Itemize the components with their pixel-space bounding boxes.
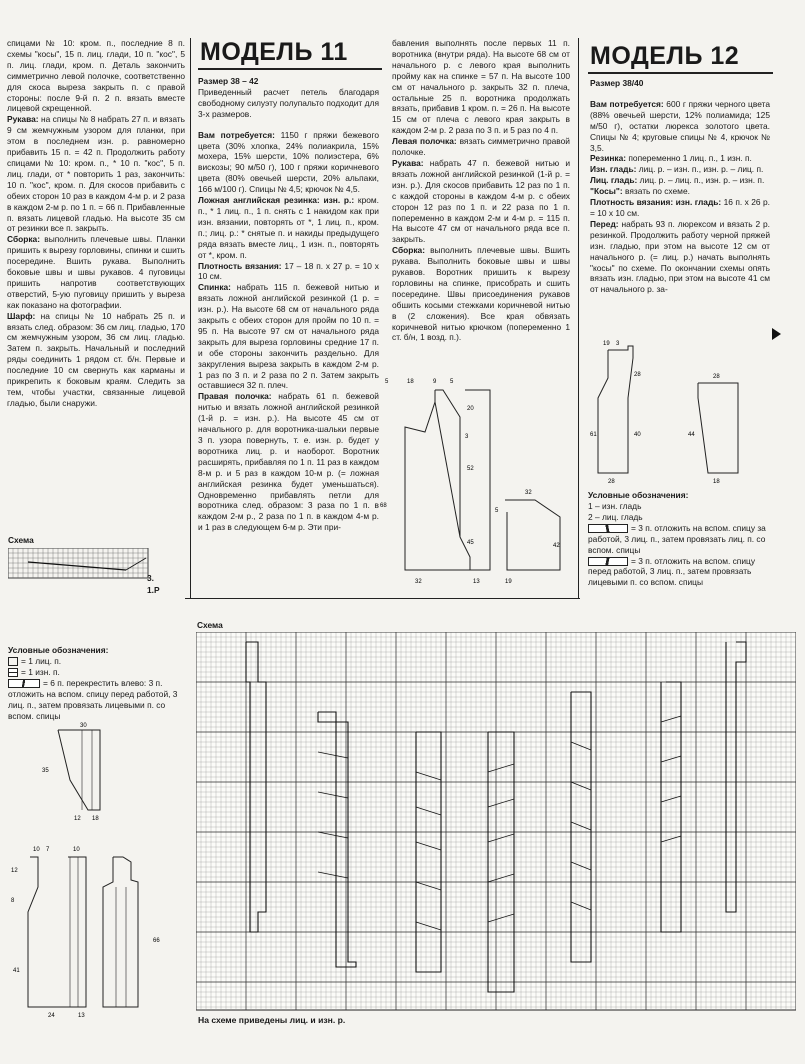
legend-right	[588, 501, 778, 588]
model11-title-rule	[198, 68, 382, 70]
text-m11-sleeves: набрать 47 п. бежевой нитью и вязать ложной английской резинкой (1-й р. = изн. р.). Для скосов прибавить 12 раз по 1 п. с каждой стороны в каждом 4-м р. с обеих сторон 12 раз по 1 п. и 22 раза по 1 п. попеременно в каждом 2-м и 4-м р. = 115 п. На высоте 47 см от начального ряда все п. закрыть.	[392, 157, 570, 245]
text-density: 17 – 18 п. х 27 р. = 10 х 10 см.	[198, 260, 379, 282]
text-materials: 1150 г пряжи бежевого цвета (30% хлопка, 24% полиакрила, 15% мохера, 15% шерсти, 10% полиэстера, 6% вискозы; 90 м/50 г), 100 г пряжи коричневого цвета (80% овечьей шерсти, 20% альпаки, 166 м/100 г). Спицы № 4,5; крючок № 4,5.	[198, 129, 379, 195]
meas-coat-g: 52	[467, 466, 474, 472]
heading-m12-front: Перед:	[590, 218, 619, 229]
meas-m12-length: 61	[590, 432, 597, 438]
heading-m12-cables: "Косы":	[590, 186, 623, 197]
meas-sleeve-width: 30	[80, 723, 87, 729]
legend-right-title: Условные обозначения:	[588, 490, 689, 500]
heading-density: Плотность вязания:	[198, 260, 282, 271]
heading-scarf: Шарф:	[7, 310, 36, 321]
meas-coat-c: 9	[433, 379, 437, 385]
heading-materials: Вам потребуется:	[198, 129, 275, 140]
text-assembly: выполнить плечевые швы. Планки пришить к вырезу горловины, спинки и сшить посередине. Вшить рукава. Выполнить боковые швы и швы рукавов. 4 пуговицы пришить напротив соответствующих отверстий, 5-ую пуговицу пришить у выреза как показано на фотографии.	[7, 234, 185, 310]
cable-back-symbol-icon	[588, 524, 628, 533]
text-left-front: вязать симметрично правой полочке.	[392, 136, 570, 158]
meas-body-h: 24	[48, 1013, 55, 1019]
meas-coat-d: 5	[450, 379, 454, 385]
text-m12-reverse: лиц. р. – изн. п., изн. р. – лиц. п.	[636, 164, 764, 175]
column-model11	[198, 76, 379, 533]
heading-assembly: Сборка:	[7, 234, 40, 245]
text-back: набрать 115 п. бежевой нитью и вязать ложной английской резинкой (1 р. = изн. р.). На высоте 68 см от начального ряда закрыть с обеих сторон для пройм по 10 п. = 95 п. На высоте 97 см от начального ряда закрыть для выреза горловины средние 17 п. и обе стороны закончить раздельно. Для закругления выреза закрыть в каждом 2-м р. 1 раз по 3 п. и 2 раза по 2 п. Затем закрыть оставшиеся 32 п. плеч.	[198, 282, 379, 391]
text-right-front: набрать 61 п. бежевой нитью и вязать ложной английской резинкой (1-й р. = изн. р.). На высоте 45 см от начального р. для воротника-шальки первые 3 п. узора повернуть, т. е. изн. р. будет у воротника лиц. р. и наоборот. Воротник расширять, прибавляя по 1 п. 11 раз в каждом 8-м р. и 5 раз в каждом 10-м р. (= ложная английская резинка будет уменьшаться). Одновременно прибавлять петли для воротника след. образом: 3 раза по 1 п. в каждом 2-м р., 2 раза по 1 п. в каждом 4-м р. и 1 раз в следующем 6-м р. Эти при-	[198, 391, 379, 533]
model11-title: МОДЕЛЬ 11	[200, 38, 348, 66]
meas-sleeve-bottom: 18	[92, 816, 99, 822]
meas-m12-cuff: 18	[713, 479, 720, 485]
meas-body-b: 7	[46, 847, 50, 853]
text-front-end: спицами № 10: кром. п., последние 8 п. схемы "косы", 15 п. лиц. глади, 10 п. "кос", 5 п. лиц. глади, кром. п. Деталь закончить симметрично левой полочке, соответственно для скоса выреза закрыть п. с правой стороны: после 9-й п. 2 п. вязать вместе лицевой скрещенной.	[7, 38, 185, 114]
body-pattern-left	[8, 842, 183, 1022]
meas-m11-sleeve-cuff: 5	[495, 508, 499, 514]
column-model11-continued	[392, 38, 570, 343]
cable-chart-model12	[196, 632, 796, 1012]
purl-symbol-icon	[8, 668, 18, 677]
text-rib: кром. п., * 1 лиц. п., 1 п. снять с 1 накидом как при изн. вязании, повторять от *, 1 лиц. п., кром. п.; лиц. р.: * снятые п. и накиды предыдущего ряда вязать вместе лиц., 1 изн. п., повторять от *, кром. п.	[198, 195, 379, 260]
meas-body-e: 8	[11, 898, 15, 904]
text-m12-front: набрать 93 п. люрексом и вязать 2 р. резинкой. Продолжить работу черной пряжей изн. гладью, при этом на высоте 12 см от начального р. (= лиц. р.) начать выполнять "косы" по схеме. По окончании схемы опять вязать изн. гладью, при этом на высоте 41 см от начального р. за-	[590, 218, 770, 295]
heading-sleeves: Рукава:	[7, 114, 39, 125]
text-m12-cables: вязать по схеме.	[622, 186, 690, 197]
text-scarf: на спицы № 10 набрать 25 п. и вязать след. образом: 36 см лиц. гладью, 170 см жемчужным узором, 36 см лиц. гладью. Затем п. закрыть. Начальный и последний ряды соединить 1 рядом ст. б/н. Первые и последние 10 см свернуть как карманы и прикрепить к боковым краям. Следить за тем, чтобы участки, связанные лицевой гладью, были снаружи.	[7, 310, 185, 408]
meas-coat-h: 68	[380, 503, 387, 509]
legend-left-knit: = 1 лиц. п.	[21, 656, 62, 666]
text-sleeves: на спицы № 8 набрать 27 п. и вязать 9 см жемчужным узором для планки, при этом в последнем изн. р. равномерно прибавить 15 п. = 42 п. Продолжить работу спицами № 10: кром. п., * 10 п. "кос", 5 п. лиц. глади, от * повторить 1 раз, закончить: 10 п. "кос", кром. п. Для скосов прибавить с обеих сторон 10 раз в каждом 4-м р. и 2 раза в каждом 2-м р. по 1 п. = 66 п. Прибавленные п. вязать лицевой гладью. На высоте 35 см от резинки все п. закрыть.	[7, 114, 185, 234]
meas-coat-b: 18	[407, 379, 414, 385]
legend-left-purl: = 1 изн. п.	[21, 666, 60, 677]
meas-coat-f: 3	[465, 434, 469, 440]
text-m12-stockinette: лиц. р. – лиц. п., изн. р. – изн. п.	[637, 175, 765, 186]
heading-m12-materials: Вам потребуется:	[590, 98, 664, 109]
meas-m12-shoulder: 3	[616, 341, 620, 347]
column-divider	[190, 38, 191, 598]
heading-right-front: Правая полочка:	[198, 391, 272, 402]
heading-back: Спинка:	[198, 282, 231, 293]
model12-title-rule	[588, 72, 773, 74]
heading-m12-reverse: Изн. гладь:	[590, 164, 637, 175]
sleeve-pattern-left	[8, 720, 113, 825]
cable-cross-symbol-icon	[8, 679, 40, 688]
meas-m11-sleeve-height: 42	[553, 543, 560, 549]
column-model10-continued	[7, 38, 185, 409]
text-m11-assembly: выполнить плечевые швы. Вшить рукава. Выполнить боковые швы и швы рукавов. Воротник пришить к вырезу горловины на спинке, присобрать и сшить посередине. Швы присоединения рукавов обшить косыми стежками коричневой нитью в (2 сложения). Все края обвязать коричневой нитью крючком (попеременно 1 ст. б/н, 1 возд. п.).	[392, 245, 570, 343]
model11-intro: Приведенный расчет петель благодаря свободному силуэту полупальто подходит для 3-х размеров.	[198, 86, 379, 119]
legend-left-cable: = 6 п. перекрестить влево: 3 п. отложить на вспом. спицу перед работой, 3 лиц. п., затем провязать лицевыми п. со вспом. спицы	[8, 677, 178, 721]
meas-m12-width: 28	[608, 479, 615, 485]
meas-coat-e: 20	[467, 406, 474, 412]
model12-title: МОДЕЛЬ 12	[590, 42, 740, 70]
meas-m12-sleeve-height: 44	[688, 432, 695, 438]
legend-left-title: Условные обозначения:	[8, 645, 109, 655]
meas-m12-sleeve-top: 28	[713, 374, 720, 380]
meas-body-d: 12	[11, 868, 18, 874]
front-pattern-model12	[588, 338, 778, 488]
schema-left-row3: 3.	[147, 573, 154, 583]
meas-sleeve-cuff: 12	[74, 816, 81, 822]
schema-left-row1: 1.Р	[147, 585, 160, 595]
column-divider-right	[578, 38, 579, 598]
heading-m12-rib: Резинка:	[590, 153, 627, 164]
cable-front-symbol-icon	[588, 557, 628, 566]
legend-right-cable-back: = 3 п. отложить на вспом. спицу за работой, 3 лиц. п., затем провязать лиц. п. со вспом. спицы	[588, 522, 766, 555]
heading-rib: Ложная английская резинка: изн. р.:	[198, 195, 355, 206]
knit-symbol-icon	[8, 657, 18, 666]
legend-right-stockinette: 2 – лиц. гладь	[588, 511, 643, 522]
model12-size: Размер 38/40	[590, 78, 644, 88]
meas-body-i: 13	[78, 1013, 85, 1019]
heading-m11-sleeves: Рукава:	[392, 157, 424, 168]
meas-sleeve-height: 35	[42, 768, 49, 774]
heading-m11-assembly: Сборка:	[392, 245, 425, 256]
legend-right-cable-front: = 3 п. отложить на вспом. спицу перед работой, 3 лиц. п., затем провязать лицевыми п. со вспом. спицы	[588, 555, 756, 588]
meas-m11-sleeve-top: 32	[525, 490, 532, 496]
column-model12	[590, 78, 770, 295]
big-schema-title: Схема	[197, 620, 223, 630]
big-schema-caption: На схеме приведены лиц. и изн. р.	[198, 1015, 346, 1025]
meas-m12-side: 40	[634, 432, 641, 438]
coat-pattern-model11	[375, 372, 570, 594]
horizontal-divider	[185, 598, 580, 599]
schema-left-title: Схема	[8, 535, 34, 545]
text-m12-materials: 600 г пряжи черного цвета (88% овечьей шерсти, 12% полиамида; 125 м/50 г), остатки люрекса золотого цвета. Спицы № 4; круговые спицы № 4, крючок № 3,5.	[590, 98, 770, 153]
meas-coat-a: 5	[385, 379, 389, 385]
meas-m12-neck: 19	[603, 341, 610, 347]
heading-left-front: Левая полочка:	[392, 136, 457, 147]
legend-left	[8, 656, 188, 721]
meas-coat-i: 45	[467, 540, 474, 546]
heading-m12-stockinette: Лиц. гладь:	[590, 175, 638, 186]
meas-body-g: 66	[153, 938, 160, 944]
meas-coat-l: 19	[505, 579, 512, 585]
meas-coat-k: 13	[473, 579, 480, 585]
text-collar: бавления выполнять после первых 11 п. воротника (внутри ряда). На высоте 68 см от начального р. с левого края выполнить пройму как на спинке = 57 п. На высоте 100 см от начального р. закрыть 32 п. плеча, остальные 25 п. воротника продолжать вязать, прибавив 1 кром. п. = 26 п. На высоте 15 см от плеча с левого края закрыть в каждом 2-м р. 2 раза по 3 п. и 5 раз по 4 п.	[392, 38, 570, 136]
legend-right-reverse: 1 – изн. гладь	[588, 501, 642, 511]
text-m12-density: 16 п. х 26 р. = 10 х 10 см.	[590, 197, 770, 218]
meas-coat-j: 32	[415, 579, 422, 585]
meas-m12-armhole: 28	[634, 372, 641, 378]
meas-body-c: 10	[73, 847, 80, 853]
meas-body-a: 10	[33, 847, 40, 853]
heading-m12-density: Плотность вязания: изн. гладь:	[590, 197, 722, 208]
model11-size: Размер 38 – 42	[198, 76, 259, 86]
text-m12-rib: попеременно 1 лиц. п., 1 изн. п.	[626, 153, 752, 164]
meas-body-f: 41	[13, 968, 20, 974]
